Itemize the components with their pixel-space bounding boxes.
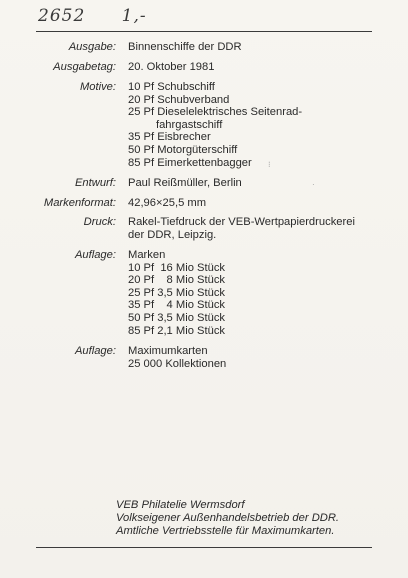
- value-line: 20. Oktober 1981: [128, 61, 215, 73]
- value-line: 35 Pf 4 Mio Stück: [128, 299, 226, 312]
- value-line: 20 Pf Schubverband: [128, 93, 230, 106]
- label-ausgabe: Ausgabe:: [68, 41, 116, 53]
- value-line: 25 000 Kollektionen: [128, 357, 227, 370]
- value-line: 10 Pf Schubschiff: [128, 81, 215, 93]
- label-druck: Druck:: [83, 216, 116, 228]
- value-line: Rakel-Tiefdruck der VEB-Wertpapierdruckerei: [128, 216, 355, 228]
- value-line: Maximumkarten: [128, 345, 208, 357]
- value-line: der DDR, Leipzig.: [128, 228, 217, 241]
- footer-line: Volkseigener Außenhandelsbetrieb der DDR.: [116, 512, 340, 525]
- value-line: 25 Pf Dieselelektrisches Seitenrad-: [128, 106, 303, 119]
- value-line: 50 Pf 3,5 Mio Stück: [128, 311, 226, 324]
- label-motive: Motive:: [79, 81, 116, 93]
- value-entwurf: [128, 177, 242, 190]
- label-auflage: Auflage:: [74, 249, 116, 261]
- label-markenformat: Markenformat:: [43, 197, 116, 209]
- value-auflage-marken: [128, 249, 225, 337]
- label-auflage: Auflage:: [74, 345, 116, 357]
- value-line: fahrgastschiff: [128, 118, 223, 131]
- label-entwurf: Entwurf:: [74, 177, 116, 189]
- footer-line: Amtliche Vertriebsstelle für Maximumkarten.: [116, 525, 335, 538]
- handwritten-number: 2652: [38, 6, 86, 26]
- bottom-rule: [36, 547, 372, 548]
- stray-dot: ·: [312, 180, 315, 189]
- handwritten-price: 1,-: [121, 6, 147, 26]
- value-ausgabe: [128, 41, 242, 54]
- value-line: 85 Pf 2,1 Mio Stück: [128, 324, 226, 337]
- handwritten-annotation: [38, 6, 147, 26]
- value-motive: [128, 81, 302, 169]
- value-line: 85 Pf Eimerkettenbagger: [128, 156, 252, 169]
- publisher-footer: [116, 499, 339, 539]
- value-line: 20 Pf 8 Mio Stück: [128, 274, 226, 287]
- value-auflage-maximumkarten: [128, 345, 226, 370]
- value-ausgabetag: [128, 61, 214, 74]
- value-line: 35 Pf Eisbrecher: [128, 131, 211, 144]
- value-line: Binnenschiffe der DDR: [128, 41, 242, 53]
- value-line: 25 Pf 3,5 Mio Stück: [128, 286, 226, 299]
- footer-line: VEB Philatelie Wermsdorf: [116, 499, 245, 511]
- value-markenformat: [128, 197, 206, 210]
- value-line: 50 Pf Motorgüterschiff: [128, 143, 238, 156]
- value-line: Paul Reißmüller, Berlin: [128, 177, 242, 189]
- value-druck: [128, 216, 355, 241]
- top-rule: [36, 31, 372, 32]
- label-ausgabetag: Ausgabetag:: [53, 61, 116, 73]
- value-line: 10 Pf 16 Mio Stück: [128, 261, 226, 274]
- value-line: 42,96×25,5 mm: [128, 197, 207, 209]
- stray-mark: ⁝: [268, 160, 271, 169]
- value-line: Marken: [128, 249, 166, 261]
